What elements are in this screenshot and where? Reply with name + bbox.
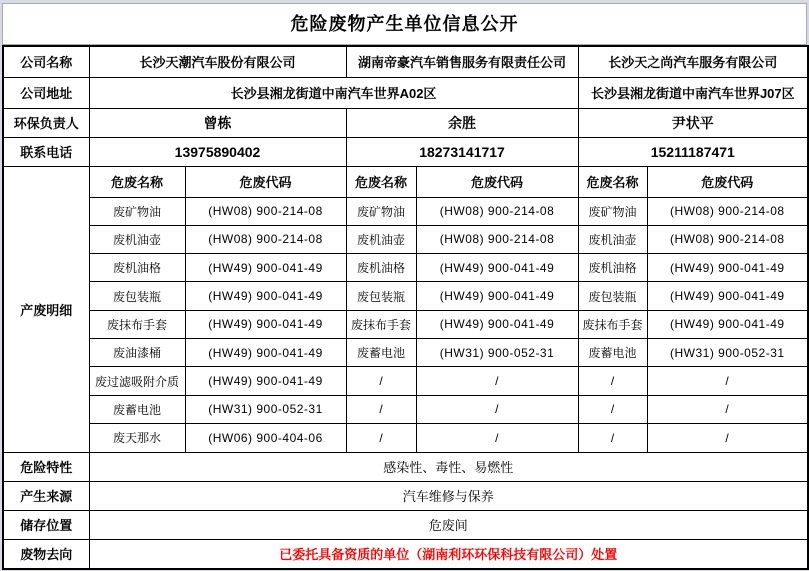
phone-company-3: 15211187471 bbox=[578, 137, 808, 166]
waste-name-cell: 废抹布手套 bbox=[346, 310, 416, 338]
waste-code-cell: (HW08) 900-214-08 bbox=[416, 197, 578, 225]
waste-row bbox=[3, 339, 808, 367]
row-label-company-address: 公司地址 bbox=[3, 77, 89, 108]
waste-name-cell: 废天那水 bbox=[89, 424, 185, 452]
waste-name-cell: 废机油壶 bbox=[578, 225, 647, 253]
waste-name-cell: 废蓄电池 bbox=[89, 395, 185, 423]
company-3-name: 长沙天之尚汽车服务有限公司 bbox=[578, 46, 808, 77]
waste-code-cell: (HW31) 900-052-31 bbox=[185, 395, 346, 423]
waste-row bbox=[3, 395, 808, 423]
waste-header-code-1: 危废代码 bbox=[185, 166, 346, 197]
env-manager-row bbox=[3, 108, 808, 137]
waste-code-cell: (HW08) 900-214-08 bbox=[647, 197, 808, 225]
waste-subheader-row bbox=[3, 166, 808, 197]
waste-header-name-1: 危废名称 bbox=[89, 166, 185, 197]
company-2-name: 湖南帝豪汽车销售服务有限责任公司 bbox=[346, 46, 578, 77]
waste-row bbox=[3, 424, 808, 452]
waste-name-cell: 废蓄电池 bbox=[578, 339, 647, 367]
waste-row bbox=[3, 197, 808, 225]
waste-disclosure-table bbox=[2, 45, 809, 570]
waste-code-cell: (HW49) 900-041-49 bbox=[185, 367, 346, 395]
waste-name-cell: / bbox=[578, 424, 647, 452]
row-label-storage: 储存位置 bbox=[3, 510, 89, 539]
row-label-destination: 废物去向 bbox=[3, 539, 89, 569]
waste-name-cell: 废矿物油 bbox=[89, 197, 185, 225]
waste-row bbox=[3, 254, 808, 282]
waste-name-cell: 废抹布手套 bbox=[578, 310, 647, 338]
waste-code-cell: / bbox=[647, 367, 808, 395]
waste-name-cell: / bbox=[346, 367, 416, 395]
waste-name-cell: 废机油格 bbox=[89, 254, 185, 282]
waste-name-cell: / bbox=[346, 424, 416, 452]
waste-header-name-2: 危废名称 bbox=[346, 166, 416, 197]
waste-name-cell: 废过滤吸附介质 bbox=[89, 367, 185, 395]
waste-header-code-3: 危废代码 bbox=[647, 166, 808, 197]
waste-code-cell: (HW49) 900-041-49 bbox=[647, 254, 808, 282]
waste-code-cell: (HW49) 900-041-49 bbox=[647, 310, 808, 338]
waste-code-cell: (HW08) 900-214-08 bbox=[647, 225, 808, 253]
waste-code-cell: / bbox=[416, 424, 578, 452]
page-title: 危险废物产生单位信息公开 bbox=[2, 3, 807, 45]
waste-name-cell: 废机油格 bbox=[346, 254, 416, 282]
waste-row bbox=[3, 282, 808, 310]
waste-name-cell: / bbox=[346, 395, 416, 423]
waste-header-name-3: 危废名称 bbox=[578, 166, 647, 197]
row-label-company-name: 公司名称 bbox=[3, 46, 89, 77]
waste-row bbox=[3, 225, 808, 253]
waste-name-cell: 废油漆桶 bbox=[89, 339, 185, 367]
waste-code-cell: / bbox=[647, 424, 808, 452]
address-company-3: 长沙县湘龙街道中南汽车世界J07区 bbox=[578, 77, 808, 108]
waste-name-cell: 废抹布手套 bbox=[89, 310, 185, 338]
waste-name-cell: 废蓄电池 bbox=[346, 339, 416, 367]
phone-company-2: 18273141717 bbox=[346, 137, 578, 166]
waste-name-cell: 废包装瓶 bbox=[89, 282, 185, 310]
row-label-source: 产生来源 bbox=[3, 481, 89, 510]
waste-name-cell: 废包装瓶 bbox=[346, 282, 416, 310]
waste-code-cell: (HW08) 900-214-08 bbox=[416, 225, 578, 253]
waste-code-cell: (HW49) 900-041-49 bbox=[416, 282, 578, 310]
env-manager-company-1: 曾栋 bbox=[89, 108, 346, 137]
waste-code-cell: / bbox=[416, 395, 578, 423]
waste-code-cell: (HW31) 900-052-31 bbox=[416, 339, 578, 367]
waste-code-cell: (HW49) 900-041-49 bbox=[416, 310, 578, 338]
waste-name-cell: 废机油壶 bbox=[346, 225, 416, 253]
phone-row bbox=[3, 137, 808, 166]
phone-company-1: 13975890402 bbox=[89, 137, 346, 166]
waste-code-cell: (HW49) 900-041-49 bbox=[185, 339, 346, 367]
row-label-env-manager: 环保负责人 bbox=[3, 108, 89, 137]
row-label-waste-detail: 产废明细 bbox=[3, 166, 89, 452]
waste-name-cell: 废包装瓶 bbox=[578, 282, 647, 310]
destination-value: 已委托具备资质的单位（湖南利环环保科技有限公司）处置 bbox=[89, 539, 808, 569]
source-row bbox=[3, 481, 808, 510]
destination-row bbox=[3, 539, 808, 569]
company-name-row bbox=[3, 46, 808, 77]
address-companies-1-2: 长沙县湘龙街道中南汽车世界A02区 bbox=[89, 77, 578, 108]
source-value: 汽车维修与保养 bbox=[89, 481, 808, 510]
waste-code-cell: / bbox=[416, 367, 578, 395]
waste-name-cell: / bbox=[578, 367, 647, 395]
env-manager-company-3: 尹状平 bbox=[578, 108, 808, 137]
waste-row bbox=[3, 310, 808, 338]
waste-code-cell: (HW08) 900-214-08 bbox=[185, 197, 346, 225]
waste-code-cell: (HW49) 900-041-49 bbox=[647, 282, 808, 310]
hazard-value: 感染性、毒性、易燃性 bbox=[89, 452, 808, 481]
waste-code-cell: (HW49) 900-041-49 bbox=[185, 282, 346, 310]
waste-header-code-2: 危废代码 bbox=[416, 166, 578, 197]
storage-row bbox=[3, 510, 808, 539]
waste-code-cell: (HW06) 900-404-06 bbox=[185, 424, 346, 452]
env-manager-company-2: 余胜 bbox=[346, 108, 578, 137]
waste-name-cell: 废矿物油 bbox=[578, 197, 647, 225]
row-label-phone: 联系电话 bbox=[3, 137, 89, 166]
waste-name-cell: 废机油格 bbox=[578, 254, 647, 282]
waste-code-cell: (HW49) 900-041-49 bbox=[416, 254, 578, 282]
waste-code-cell: (HW08) 900-214-08 bbox=[185, 225, 346, 253]
waste-name-cell: 废机油壶 bbox=[89, 225, 185, 253]
hazard-row bbox=[3, 452, 808, 481]
waste-name-cell: 废矿物油 bbox=[346, 197, 416, 225]
waste-code-cell: (HW49) 900-041-49 bbox=[185, 310, 346, 338]
company-address-row bbox=[3, 77, 808, 108]
waste-row bbox=[3, 367, 808, 395]
waste-code-cell: (HW31) 900-052-31 bbox=[647, 339, 808, 367]
waste-name-cell: / bbox=[578, 395, 647, 423]
storage-value: 危废间 bbox=[89, 510, 808, 539]
company-1-name: 长沙天潮汽车股份有限公司 bbox=[89, 46, 346, 77]
waste-code-cell: (HW49) 900-041-49 bbox=[185, 254, 346, 282]
row-label-hazard: 危险特性 bbox=[3, 452, 89, 481]
waste-code-cell: / bbox=[647, 395, 808, 423]
